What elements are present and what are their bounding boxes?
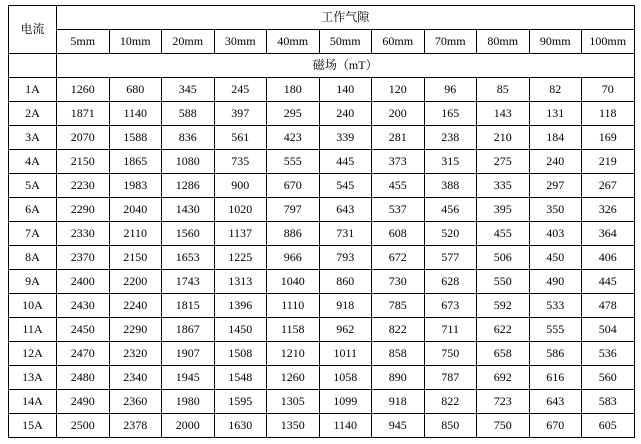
table-cell-value: 490 — [529, 270, 582, 294]
table-cell-value: 1210 — [267, 342, 320, 366]
row-label-current: 2A — [9, 102, 57, 126]
table-cell-value: 588 — [162, 102, 215, 126]
column-header-gap: 20mm — [162, 30, 215, 54]
table-cell-value: 673 — [424, 294, 477, 318]
table-cell-value: 2340 — [109, 366, 162, 390]
table-row — [9, 246, 635, 270]
table-cell-value: 560 — [582, 366, 635, 390]
table-cell-value: 445 — [319, 150, 372, 174]
table-cell-value: 478 — [582, 294, 635, 318]
table-cell-value: 545 — [319, 174, 372, 198]
table-cell-value: 184 — [529, 126, 582, 150]
table-cell-value: 2450 — [57, 318, 110, 342]
table-cell-value: 586 — [529, 342, 582, 366]
table-cell-value: 423 — [267, 126, 320, 150]
table-cell-value: 1907 — [162, 342, 215, 366]
table-cell-value: 616 — [529, 366, 582, 390]
table-cell-value: 180 — [267, 78, 320, 102]
table-cell-value: 750 — [477, 414, 530, 438]
row-label-current: 11A — [9, 318, 57, 342]
table-row — [9, 174, 635, 198]
table-cell-value: 406 — [582, 246, 635, 270]
table-cell-value: 339 — [319, 126, 372, 150]
column-header-gap: 60mm — [372, 30, 425, 54]
table-row — [9, 270, 635, 294]
table-cell-value: 297 — [529, 174, 582, 198]
table-cell-value: 680 — [109, 78, 162, 102]
table-cell-value: 403 — [529, 222, 582, 246]
table-cell-value: 1588 — [109, 126, 162, 150]
table-cell-value: 536 — [582, 342, 635, 366]
table-cell-value: 561 — [214, 126, 267, 150]
table-cell-value: 1983 — [109, 174, 162, 198]
column-header-gap: 30mm — [214, 30, 267, 54]
row-label-current: 3A — [9, 126, 57, 150]
column-header-gap: 40mm — [267, 30, 320, 54]
table-cell-value: 455 — [477, 222, 530, 246]
table-cell-value: 1945 — [162, 366, 215, 390]
table-cell-value: 2330 — [57, 222, 110, 246]
column-header-gap: 90mm — [529, 30, 582, 54]
group-header-working-air-gap: 工作气隙 — [57, 6, 635, 30]
table-cell-value: 2040 — [109, 198, 162, 222]
table-row — [9, 318, 635, 342]
table-cell-value: 315 — [424, 150, 477, 174]
table-cell-value: 1140 — [109, 102, 162, 126]
table-cell-value: 85 — [477, 78, 530, 102]
table-row — [9, 222, 635, 246]
table-cell-value: 2200 — [109, 270, 162, 294]
table-cell-value: 1140 — [319, 414, 372, 438]
table-cell-value: 2000 — [162, 414, 215, 438]
table-cell-value: 1560 — [162, 222, 215, 246]
table-cell-value: 456 — [424, 198, 477, 222]
table-cell-value: 785 — [372, 294, 425, 318]
table-cell-value: 1040 — [267, 270, 320, 294]
table-cell-value: 945 — [372, 414, 425, 438]
column-header-gap: 50mm — [319, 30, 372, 54]
table-cell-value: 628 — [424, 270, 477, 294]
table-cell-value: 890 — [372, 366, 425, 390]
table-cell-value: 2370 — [57, 246, 110, 270]
table-cell-value: 1260 — [57, 78, 110, 102]
row-label-current: 9A — [9, 270, 57, 294]
table-cell-value: 143 — [477, 102, 530, 126]
table-cell-value: 267 — [582, 174, 635, 198]
row-label-current: 1A — [9, 78, 57, 102]
table-cell-value: 555 — [267, 150, 320, 174]
table-cell-value: 787 — [424, 366, 477, 390]
table-cell-value: 1350 — [267, 414, 320, 438]
table-cell-value: 219 — [582, 150, 635, 174]
row-label-current: 6A — [9, 198, 57, 222]
table-cell-value: 605 — [582, 414, 635, 438]
table-row — [9, 414, 635, 438]
table-cell-value: 1260 — [267, 366, 320, 390]
table-cell-value: 504 — [582, 318, 635, 342]
table-cell-value: 245 — [214, 78, 267, 102]
table-cell-value: 326 — [582, 198, 635, 222]
table-cell-value: 583 — [582, 390, 635, 414]
table-cell-value: 672 — [372, 246, 425, 270]
row-label-current: 12A — [9, 342, 57, 366]
table-cell-value: 1110 — [267, 294, 320, 318]
table-row — [9, 342, 635, 366]
column-header-gap: 10mm — [109, 30, 162, 54]
table-cell-value: 2500 — [57, 414, 110, 438]
table-cell-value: 900 — [214, 174, 267, 198]
table-cell-value: 550 — [477, 270, 530, 294]
table-cell-value: 118 — [582, 102, 635, 126]
table-row — [9, 294, 635, 318]
table-cell-value: 822 — [372, 318, 425, 342]
row-label-header: 电流 — [9, 6, 57, 54]
table-cell-value: 533 — [529, 294, 582, 318]
table-cell-value: 1867 — [162, 318, 215, 342]
table-cell-value: 1595 — [214, 390, 267, 414]
table-cell-value: 1099 — [319, 390, 372, 414]
table-cell-value: 455 — [372, 174, 425, 198]
table-cell-value: 731 — [319, 222, 372, 246]
table-cell-value: 537 — [372, 198, 425, 222]
table-cell-value: 275 — [477, 150, 530, 174]
table-cell-value: 364 — [582, 222, 635, 246]
table-cell-value: 670 — [267, 174, 320, 198]
table-cell-value: 918 — [319, 294, 372, 318]
table-cell-value: 96 — [424, 78, 477, 102]
table-cell-value: 2430 — [57, 294, 110, 318]
table-cell-value: 793 — [319, 246, 372, 270]
table-cell-value: 723 — [477, 390, 530, 414]
table-cell-value: 2070 — [57, 126, 110, 150]
table-cell-value: 608 — [372, 222, 425, 246]
table-cell-value: 918 — [372, 390, 425, 414]
table-cell-value: 70 — [582, 78, 635, 102]
table-cell-value: 506 — [477, 246, 530, 270]
table-cell-value: 2290 — [57, 198, 110, 222]
table-cell-value: 2320 — [109, 342, 162, 366]
table-cell-value: 388 — [424, 174, 477, 198]
table-cell-value: 281 — [372, 126, 425, 150]
row-label-current: 13A — [9, 366, 57, 390]
table-cell-value: 240 — [319, 102, 372, 126]
unit-row-spacer — [9, 54, 57, 78]
table-cell-value: 750 — [424, 342, 477, 366]
column-header-gap: 80mm — [477, 30, 530, 54]
table-cell-value: 2230 — [57, 174, 110, 198]
column-header-gap: 70mm — [424, 30, 477, 54]
magnetic-field-table — [8, 5, 635, 438]
table-cell-value: 2378 — [109, 414, 162, 438]
table-cell-value: 2480 — [57, 366, 110, 390]
table-cell-value: 1865 — [109, 150, 162, 174]
row-label-current: 5A — [9, 174, 57, 198]
table-row — [9, 198, 635, 222]
table-cell-value: 1548 — [214, 366, 267, 390]
table-cell-value: 350 — [529, 198, 582, 222]
column-header-gap: 100mm — [582, 30, 635, 54]
table-cell-value: 643 — [529, 390, 582, 414]
table-cell-value: 730 — [372, 270, 425, 294]
table-cell-value: 1450 — [214, 318, 267, 342]
table-header-row-gaps — [9, 30, 635, 54]
table-cell-value: 1653 — [162, 246, 215, 270]
table-cell-value: 120 — [372, 78, 425, 102]
table-cell-value: 1080 — [162, 150, 215, 174]
table-cell-value: 2150 — [109, 246, 162, 270]
table-cell-value: 2400 — [57, 270, 110, 294]
table-cell-value: 735 — [214, 150, 267, 174]
table-cell-value: 1305 — [267, 390, 320, 414]
table-cell-value: 395 — [477, 198, 530, 222]
row-label-current: 8A — [9, 246, 57, 270]
unit-header-magnetic-field: 磁场（mT） — [57, 54, 635, 78]
table-cell-value: 658 — [477, 342, 530, 366]
table-row — [9, 102, 635, 126]
table-cell-value: 1225 — [214, 246, 267, 270]
table-cell-value: 1020 — [214, 198, 267, 222]
table-cell-value: 1430 — [162, 198, 215, 222]
table-cell-value: 1137 — [214, 222, 267, 246]
table-cell-value: 577 — [424, 246, 477, 270]
table-cell-value: 850 — [424, 414, 477, 438]
table-cell-value: 592 — [477, 294, 530, 318]
table-cell-value: 860 — [319, 270, 372, 294]
table-cell-value: 335 — [477, 174, 530, 198]
table-cell-value: 82 — [529, 78, 582, 102]
table-cell-value: 1396 — [214, 294, 267, 318]
table-unit-row — [9, 54, 635, 78]
table-cell-value: 1508 — [214, 342, 267, 366]
table-cell-value: 858 — [372, 342, 425, 366]
table-row — [9, 366, 635, 390]
table-cell-value: 2150 — [57, 150, 110, 174]
row-label-current: 7A — [9, 222, 57, 246]
table-cell-value: 450 — [529, 246, 582, 270]
table-cell-value: 2240 — [109, 294, 162, 318]
table-cell-value: 238 — [424, 126, 477, 150]
table-cell-value: 373 — [372, 150, 425, 174]
table-cell-value: 1815 — [162, 294, 215, 318]
table-cell-value: 140 — [319, 78, 372, 102]
table-cell-value: 295 — [267, 102, 320, 126]
table-cell-value: 1871 — [57, 102, 110, 126]
table-cell-value: 886 — [267, 222, 320, 246]
table-cell-value: 797 — [267, 198, 320, 222]
table-cell-value: 1313 — [214, 270, 267, 294]
table-cell-value: 131 — [529, 102, 582, 126]
table-cell-value: 200 — [372, 102, 425, 126]
table-cell-value: 622 — [477, 318, 530, 342]
row-label-current: 10A — [9, 294, 57, 318]
table-cell-value: 643 — [319, 198, 372, 222]
table-row — [9, 390, 635, 414]
row-label-current: 14A — [9, 390, 57, 414]
column-header-gap: 5mm — [57, 30, 110, 54]
table-cell-value: 962 — [319, 318, 372, 342]
table-cell-value: 836 — [162, 126, 215, 150]
table-cell-value: 2360 — [109, 390, 162, 414]
table-cell-value: 240 — [529, 150, 582, 174]
table-cell-value: 520 — [424, 222, 477, 246]
table-cell-value: 2110 — [109, 222, 162, 246]
table-cell-value: 2470 — [57, 342, 110, 366]
table-cell-value: 822 — [424, 390, 477, 414]
table-cell-value: 169 — [582, 126, 635, 150]
table-cell-value: 2490 — [57, 390, 110, 414]
table-cell-value: 1630 — [214, 414, 267, 438]
table-cell-value: 397 — [214, 102, 267, 126]
table-cell-value: 1011 — [319, 342, 372, 366]
table-row — [9, 78, 635, 102]
table-cell-value: 1743 — [162, 270, 215, 294]
table-cell-value: 345 — [162, 78, 215, 102]
table-cell-value: 2290 — [109, 318, 162, 342]
table-cell-value: 1980 — [162, 390, 215, 414]
row-label-current: 4A — [9, 150, 57, 174]
table-cell-value: 670 — [529, 414, 582, 438]
table-row — [9, 126, 635, 150]
table-row — [9, 150, 635, 174]
table-cell-value: 1058 — [319, 366, 372, 390]
table-cell-value: 445 — [582, 270, 635, 294]
row-label-current: 15A — [9, 414, 57, 438]
table-cell-value: 966 — [267, 246, 320, 270]
table-cell-value: 210 — [477, 126, 530, 150]
table-cell-value: 692 — [477, 366, 530, 390]
table-cell-value: 1158 — [267, 318, 320, 342]
table-cell-value: 555 — [529, 318, 582, 342]
table-header-row-group — [9, 6, 635, 30]
table-cell-value: 711 — [424, 318, 477, 342]
table-cell-value: 165 — [424, 102, 477, 126]
table-cell-value: 1286 — [162, 174, 215, 198]
